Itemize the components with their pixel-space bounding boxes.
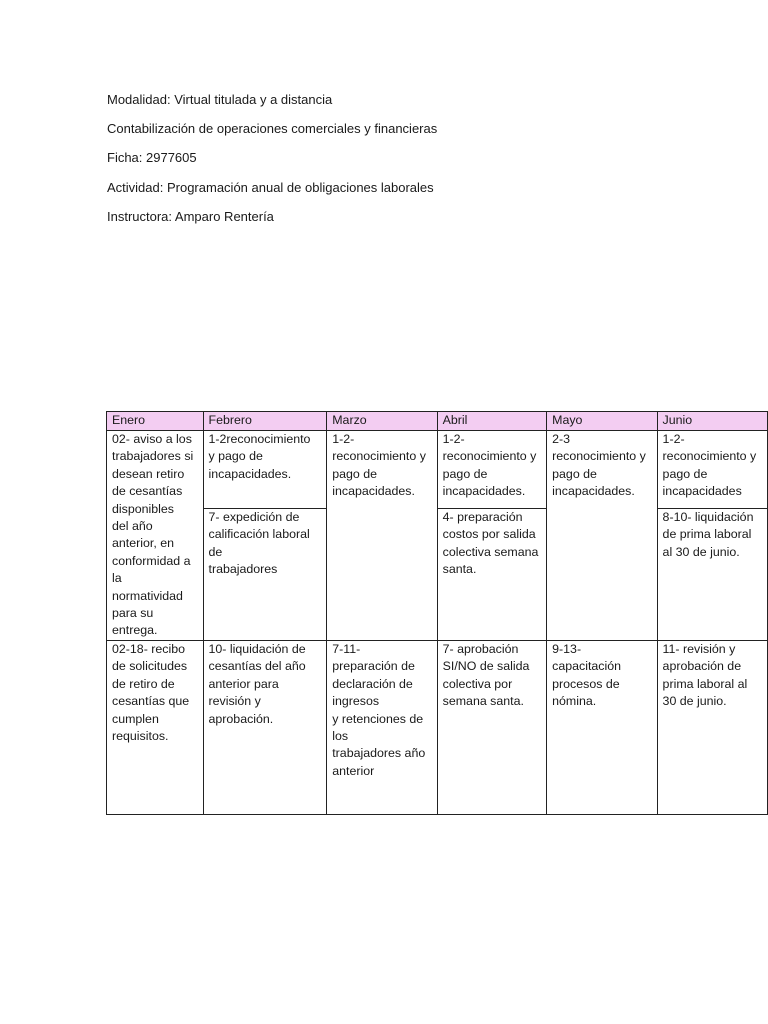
- cell-febrero-1a: 1-2reconocimiento y pago de incapacidades.: [204, 431, 327, 509]
- annual-schedule-table: [106, 411, 768, 815]
- cell-enero-2: 02-18- recibo de solicitudes de retiro de cesantías que cumplen requisitos.: [107, 640, 204, 814]
- cell-marzo-2: 7-11- preparación de declaración de ingresos y retenciones de los trabajadores año anterior: [327, 640, 437, 814]
- cell-marzo-1: 1-2- reconocimiento y pago de incapacidades.: [327, 431, 437, 641]
- month-header-abril: Abril: [437, 412, 547, 431]
- cell-abril-1: [437, 431, 547, 641]
- cell-mayo-1: 2-3 reconocimiento y pago de incapacidades.: [547, 431, 657, 641]
- month-header-junio: Junio: [657, 412, 767, 431]
- cell-junio-1a: 1-2- reconocimiento y pago de incapacidades: [658, 431, 767, 509]
- cell-abril-2: 7- aprobación SI/NO de salida colectiva por semana santa.: [437, 640, 547, 814]
- instructor-line: Instructora: Amparo Rentería: [107, 208, 274, 224]
- cell-junio-1b: 8-10- liquidación de prima laboral al 30 de junio.: [662, 510, 754, 559]
- months-header-row: [107, 412, 768, 431]
- month-header-febrero: Febrero: [203, 412, 327, 431]
- ficha-line: Ficha: 2977605: [107, 150, 197, 166]
- modalidad-line: Modalidad: Virtual titulada y a distancia: [107, 92, 333, 107]
- cell-enero-1: 02- aviso a los trabajadores si desean retiro de cesantías disponibles del año anterior, en conformidad a la normatividad para su entrega.: [107, 431, 204, 641]
- month-header-enero: Enero: [107, 412, 204, 431]
- table-row: [107, 431, 768, 641]
- cell-junio-1: [657, 431, 767, 641]
- table-row: [107, 640, 768, 814]
- cell-febrero-1b: 7- expedición de calificación laboral de trabajadores: [208, 510, 310, 577]
- cell-mayo-2: 9-13- capacitación procesos de nómina.: [547, 640, 657, 814]
- document-header: [107, 91, 437, 237]
- cell-abril-1b: 4- preparación costos por salida colectiva semana santa.: [442, 510, 539, 577]
- cell-febrero-2: 10- liquidación de cesantías del año anterior para revisión y aprobación.: [203, 640, 327, 814]
- month-header-mayo: Mayo: [547, 412, 657, 431]
- activity-line: Actividad: Programación anual de obligaciones laborales: [107, 179, 434, 195]
- cell-junio-2: 11- revisión y aprobación de prima laboral al 30 de junio.: [657, 640, 767, 814]
- month-header-marzo: Marzo: [327, 412, 437, 431]
- cell-febrero-1: [203, 431, 327, 641]
- program-line: Contabilización de operaciones comerciales y financieras: [107, 121, 438, 137]
- cell-abril-1a: 1-2- reconocimiento y pago de incapacidades.: [438, 431, 547, 509]
